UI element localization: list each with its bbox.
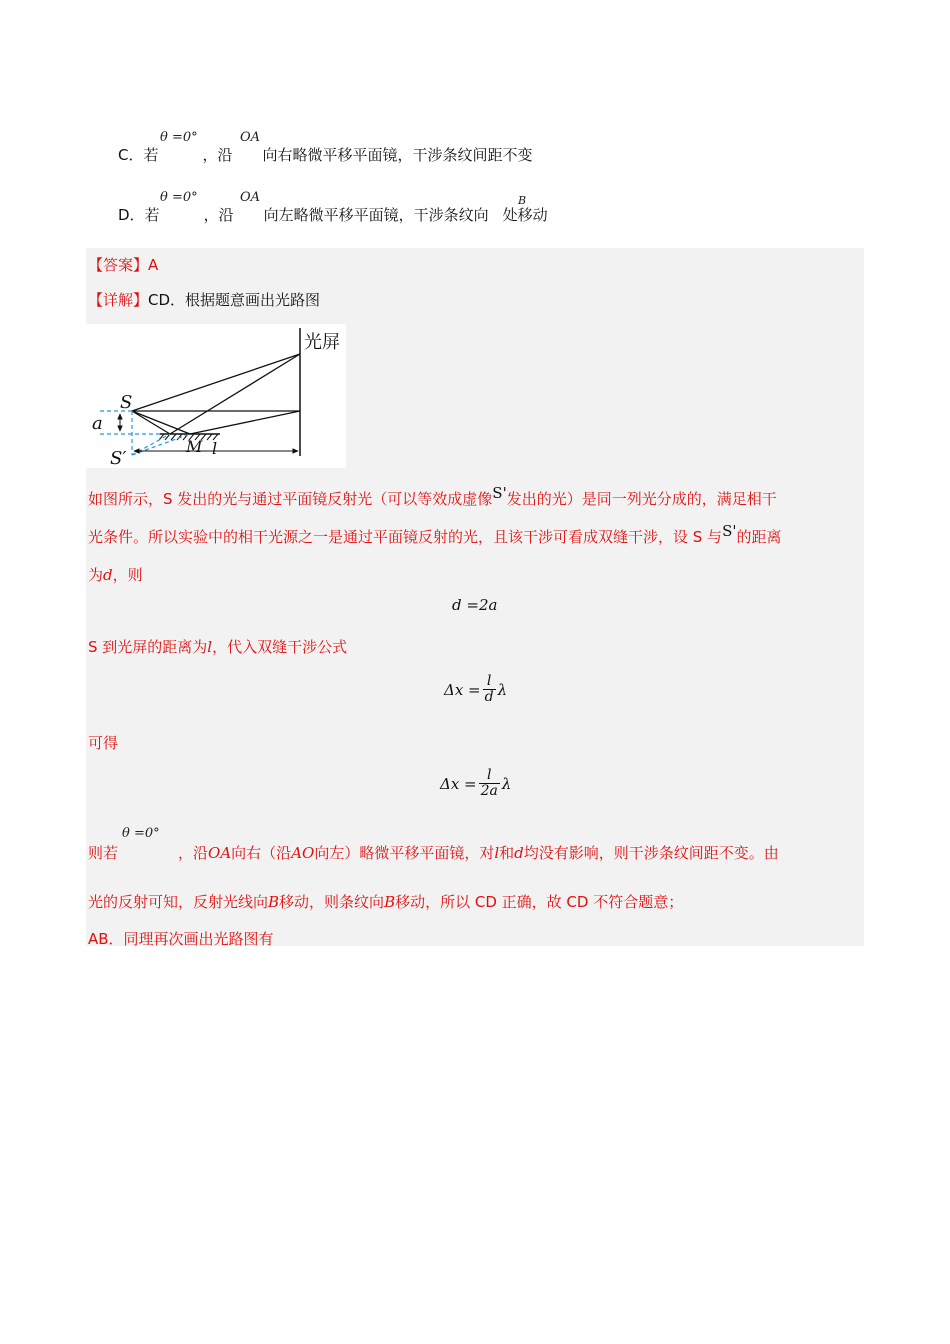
detail-text: CD．根据题意画出光路图 bbox=[148, 291, 321, 309]
source-s-label: S bbox=[120, 392, 133, 413]
a-label: a bbox=[92, 413, 103, 434]
para1-line1 bbox=[88, 484, 777, 509]
eq3-fraction bbox=[479, 768, 500, 799]
option-d-mid: ，沿 bbox=[203, 206, 234, 224]
image-s-prime-label: S′ bbox=[110, 448, 127, 468]
eq2-lhs: Δx = bbox=[444, 680, 481, 699]
para6: AB．同理再次画出光路图有 bbox=[88, 930, 274, 948]
para4 bbox=[88, 842, 779, 863]
para5-text-a: 光的反射可知，反射光线向 bbox=[88, 893, 269, 911]
eq3-numerator: l bbox=[487, 767, 492, 783]
eq2-numerator: l bbox=[486, 673, 492, 689]
option-d-text2: 处移动 bbox=[502, 206, 548, 224]
para3: 可得 bbox=[88, 734, 119, 752]
answer-label: 【答案】 bbox=[88, 256, 149, 274]
answer-line bbox=[88, 254, 158, 275]
para1-line3-text-c: ，则 bbox=[112, 566, 143, 584]
para1-line2-text-c: 的距离 bbox=[736, 528, 782, 546]
light-path-diagram bbox=[86, 324, 346, 468]
para4-text-d: 向右（沿 bbox=[231, 844, 292, 862]
answer-value: A bbox=[148, 256, 159, 274]
para1-line3 bbox=[88, 564, 143, 585]
option-d-axis: OA bbox=[240, 190, 261, 205]
option-c-axis: OA bbox=[240, 130, 261, 145]
detail-line bbox=[88, 289, 320, 310]
distance-l-label: l bbox=[212, 439, 218, 458]
option-c-condition: θ =0° bbox=[160, 130, 198, 145]
option-d-point: B bbox=[518, 194, 527, 207]
option-d bbox=[118, 204, 548, 225]
para1-line2-text-a: 光条件。所以实验中的相干光源之一是通过平面镜反射的光，且该干涉可看成双缝干涉，设 S 与 bbox=[88, 528, 723, 546]
para4-text-j: 均没有影响，则干涉条纹间距不变。由 bbox=[523, 844, 779, 862]
para2-text-c: ，代入双缝干涉公式 bbox=[212, 638, 348, 656]
para2-text-a: S 到光屏的距离为 bbox=[88, 638, 208, 656]
para4-d: d bbox=[514, 844, 524, 862]
option-d-condition: θ =0° bbox=[160, 190, 198, 205]
detail-label: 【详解】 bbox=[88, 291, 149, 309]
option-d-text1: 向左略微平移平面镜，干涉条纹向 bbox=[263, 206, 489, 224]
eq3-lambda: λ bbox=[501, 774, 512, 793]
para4-text-a: 则若 bbox=[88, 844, 119, 862]
eq2-fraction bbox=[483, 674, 496, 705]
eq2-denominator: d bbox=[484, 689, 494, 705]
para5-b2: B bbox=[384, 893, 396, 911]
option-c-mid: ，沿 bbox=[202, 146, 233, 164]
para1-line1-text-c: 发出的光）是同一列光分成的，满足相干 bbox=[506, 490, 777, 508]
para5-text-e: 移动，所以 CD 正确，故 CD 不符合题意； bbox=[395, 893, 684, 911]
equation-result bbox=[440, 768, 511, 799]
para4-text-b: ，沿 bbox=[178, 844, 209, 862]
equation-double-slit bbox=[444, 674, 507, 705]
para4-text-f: 向左）略微平移平面镜，对 bbox=[314, 844, 495, 862]
equation-d-2a: d =2a bbox=[452, 596, 498, 614]
eq2-lambda: λ bbox=[497, 680, 508, 699]
option-c-text: 向右略微平移平面镜，干涉条纹间距不变 bbox=[262, 146, 533, 164]
para4-oa: OA bbox=[208, 844, 232, 862]
para4-condition: θ =0° bbox=[122, 826, 160, 841]
eq3-lhs: Δx = bbox=[440, 774, 477, 793]
mirror-label: M bbox=[186, 437, 203, 456]
screen-label: 光屏 bbox=[304, 332, 340, 353]
para1-line2-image: S' bbox=[722, 522, 737, 540]
para1-line1-text-a: 如图所示，S 发出的光与通过平面镜反射光（可以等效成虚像 bbox=[88, 490, 493, 508]
para1-virtual-image: S' bbox=[492, 484, 507, 502]
option-c bbox=[118, 144, 533, 165]
eq3-denominator: 2a bbox=[480, 783, 498, 799]
para4-ao: AO bbox=[291, 844, 315, 862]
option-c-letter: C．若 bbox=[118, 146, 159, 164]
para1-line2 bbox=[88, 522, 782, 547]
para4-text-h: 和 bbox=[499, 844, 515, 862]
para5 bbox=[88, 891, 683, 912]
para4-l: l bbox=[494, 844, 500, 862]
para1-d: d bbox=[103, 566, 113, 584]
para5-b1: B bbox=[268, 893, 280, 911]
para5-text-c: 移动，则条纹向 bbox=[279, 893, 385, 911]
para2-l: l bbox=[207, 638, 213, 656]
option-d-letter: D．若 bbox=[118, 206, 160, 224]
para2 bbox=[88, 636, 347, 657]
para1-line3-text-a: 为 bbox=[88, 566, 104, 584]
